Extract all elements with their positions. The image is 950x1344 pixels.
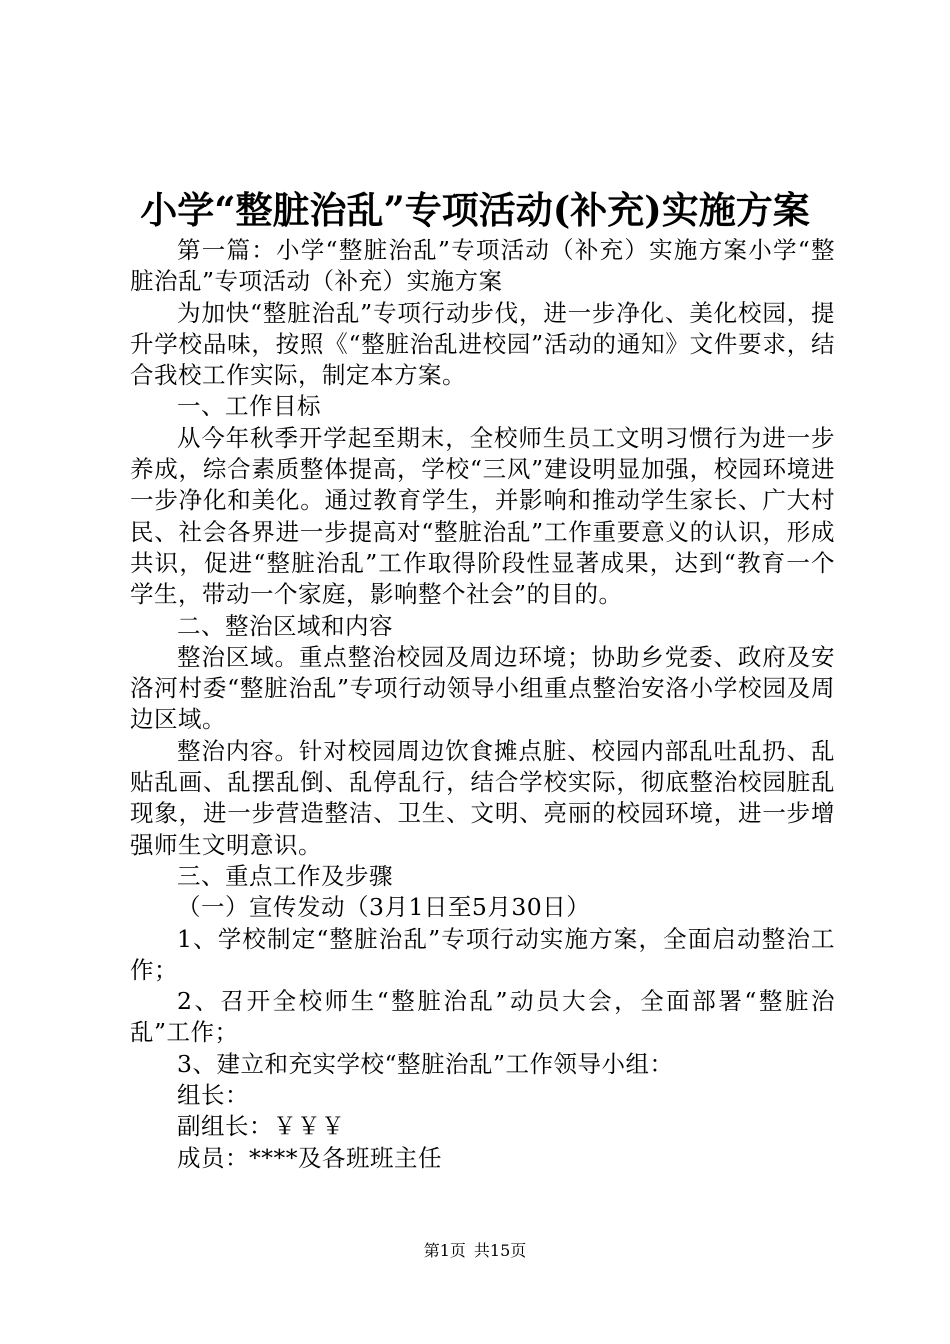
page-number: 第1页	[423, 1241, 466, 1260]
document-title: 小学“整脏治乱”专项活动(补充)实施方案	[140, 188, 810, 232]
document-body	[130, 235, 835, 1174]
subsection-heading: （一）宣传发动（3月1日至5月30日）	[177, 893, 591, 922]
section-heading: 一、工作目标	[177, 392, 321, 421]
paragraph: 整治内容。针对校园周边饮食摊点脏、校园内部乱吐乱扔、乱贴乱画、乱摆乱倒、乱停乱行，结合学校实际，彻底整治校园脏乱现象，进一步营造整洁、卫生、文明、亮丽的校园环境，进一步增强师生文明意识。	[130, 736, 835, 859]
role-line: 成员：****及各班班主任	[177, 1143, 442, 1172]
page-total: 共15页	[473, 1241, 527, 1260]
list-item: 3、建立和充实学校“整脏治乱”工作领导小组：	[177, 1049, 674, 1078]
list-item: 2、召开全校师生“整脏治乱”动员大会，全面部署“整脏治乱”工作；	[130, 987, 835, 1047]
paragraph: 整治区域。重点整治校园及周边环境；协助乡党委、政府及安洛河村委“整脏治乱”专项行动领导小组重点整治安洛小学校园及周边区域。	[130, 642, 835, 734]
paragraph: 从今年秋季开学起至期末，全校师生员工文明习惯行为进一步养成，综合素质整体提高，学校“三风”建设明显加强，校园环境进一步净化和美化。通过教育学生，并影响和推动学生家长、广大村民、社会各界进一步提高对“整脏治乱”工作重要意义的认识，形成共识，促进“整脏治乱”工作取得阶段性显著成果，达到“教育一个学生，带动一个家庭，影响整个社会”的目的。	[130, 423, 835, 609]
page-footer	[0, 1240, 950, 1262]
role-line: 组长：	[177, 1081, 249, 1110]
paragraph: 为加快“整脏治乱”专项行动步伐，进一步净化、美化校园，提升学校品味，按照《“整脏治乱进校园”活动的通知》文件要求，结合我校工作实际，制定本方案。	[130, 298, 835, 390]
list-item: 1、学校制定“整脏治乱”专项行动实施方案，全面启动整治工作；	[130, 924, 835, 984]
section-heading: 三、重点工作及步骤	[177, 861, 393, 890]
section-heading: 二、整治区域和内容	[177, 611, 393, 640]
role-line: 副组长：￥￥￥	[177, 1112, 345, 1141]
paragraph: 第一篇：小学“整脏治乱”专项活动（补充）实施方案小学“整脏治乱”专项活动（补充）实施方案	[130, 236, 835, 296]
